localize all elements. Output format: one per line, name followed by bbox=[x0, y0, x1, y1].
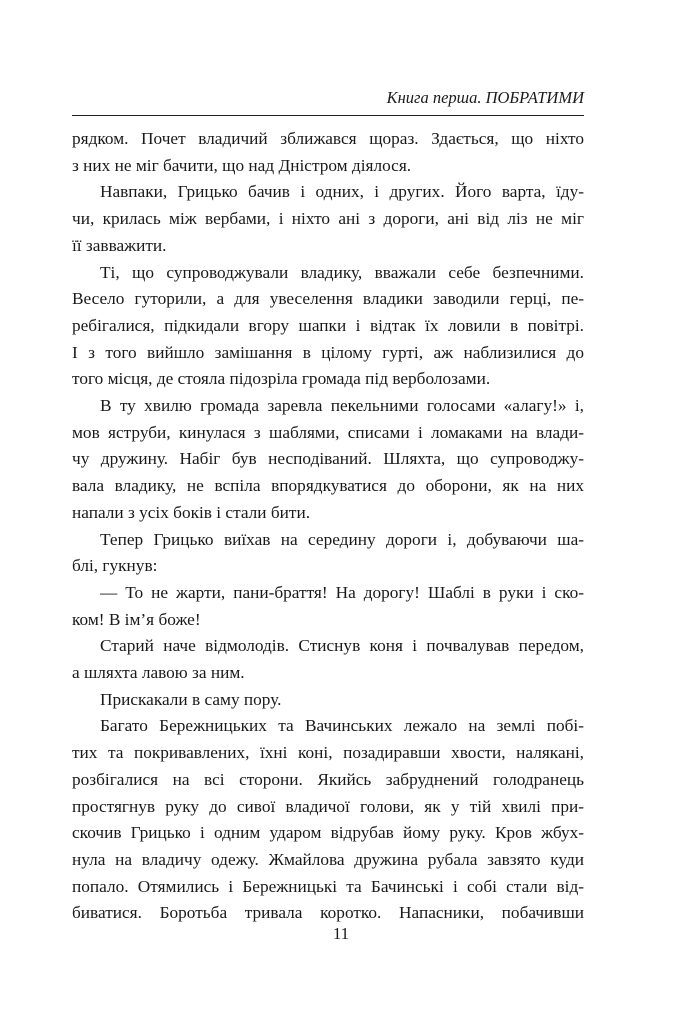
text-line: В ту хвилю громада заревла пекельними голосами «алагу!» і, bbox=[100, 396, 584, 416]
text-line: з них не міг бачити, що над Дністром діялося. bbox=[72, 155, 412, 175]
text-line: її завважити. bbox=[72, 235, 167, 255]
text-line: чу дружину. Набіг був несподіваний. Шляхта, що супроводжу- bbox=[72, 449, 584, 469]
text-line: мов яструби, кинулася з шаблями, списами і ломаками на влади- bbox=[72, 422, 584, 442]
text-line: вала владику, не вспіла впорядкуватися до оборони, як на них bbox=[72, 476, 584, 496]
text-line: блі, гукнув: bbox=[72, 556, 158, 576]
text-line: ребігалися, підкидали вгору шапки і відтак їх ловили в повітрі. bbox=[72, 315, 584, 335]
text-line: ком! В ім’я боже! bbox=[72, 609, 201, 629]
text-line: а шляхта лавою за ним. bbox=[72, 663, 245, 683]
text-line: Тепер Грицько виїхав на середину дороги і, добуваючи ша- bbox=[100, 529, 584, 549]
text-line: биватися. Боротьба тривала коротко. Напасники, побачивши bbox=[72, 903, 584, 923]
text-line: тих та покривавлених, їхні коні, позадиравши хвости, налякані, bbox=[72, 743, 584, 763]
text-line: напали з усіх боків і стали бити. bbox=[72, 502, 311, 522]
text-line: рядком. Почет владичий зближався щораз. Здається, що ніхто bbox=[72, 129, 584, 148]
text-line: Навпаки, Грицько бачив і одних, і других. Його варта, їду- bbox=[100, 182, 584, 202]
text-line: Ті, що супроводжували владику, вважали себе безпечними. bbox=[100, 262, 584, 282]
running-header: Книга перша. ПОБРАТИМИ bbox=[386, 88, 584, 107]
body-text bbox=[72, 126, 584, 927]
text-line: Багато Бережницьких та Вачинських лежало на землі побі- bbox=[100, 716, 584, 736]
page-number: 11 bbox=[332, 924, 350, 943]
text-line: простягнув руку до сивої владичої голови, як у тій хвилі при- bbox=[72, 796, 584, 816]
text-line: того місця, де стояла підозріла громада під верболозами. bbox=[72, 369, 491, 389]
text-line: чи, крилась між вербами, і ніхто ані з дороги, ані від ліз не міг bbox=[72, 209, 584, 229]
text-line: Весело гуторили, а для увеселення владики заводили герці, пе- bbox=[72, 289, 584, 309]
text-line: розбігалися на всі сторони. Якийсь забруднений голодранець bbox=[72, 769, 584, 789]
text-line: — То не жарти, пани-браття! На дорогу! Шаблі в руки і ско- bbox=[100, 582, 584, 602]
text-line: попало. Отямились і Бережницькі та Бачинські і собі стали від- bbox=[72, 876, 584, 896]
text-line: нула на владичу одежу. Жмайлова дружина рубала завзято куди bbox=[72, 849, 584, 869]
text-line: І з того вийшло замішання в цілому гурті, аж наблизилися до bbox=[72, 342, 584, 362]
text-line: скочив Грицько і одним ударом відрубав йому руку. Кров жбух- bbox=[72, 823, 584, 843]
header-rule bbox=[72, 115, 584, 116]
text-line: Старий наче відмолодів. Стиснув коня і почвалував передом, bbox=[100, 636, 584, 656]
text-line: Прискакали в саму пору. bbox=[100, 689, 282, 709]
